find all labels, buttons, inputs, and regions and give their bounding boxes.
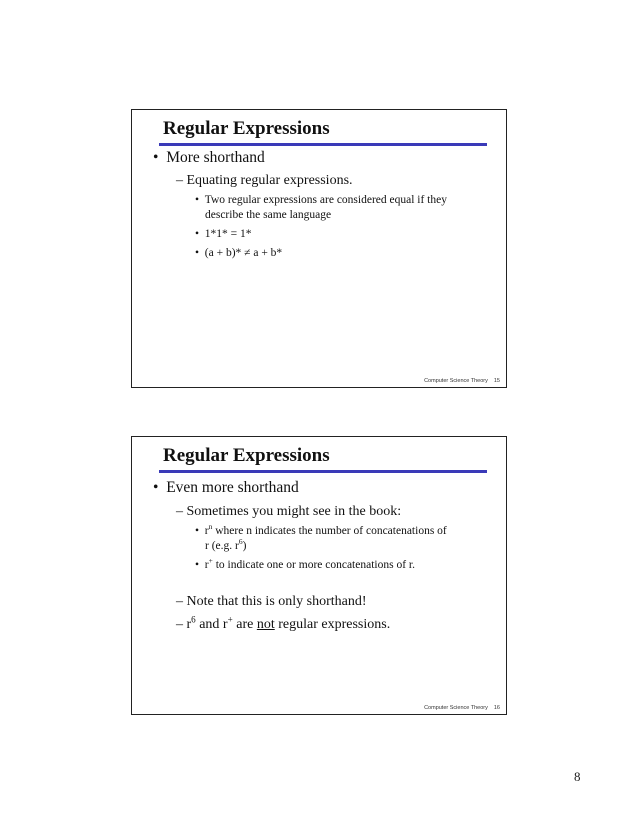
bullet-level-1: • Even more shorthand [153, 479, 299, 496]
slide-16 [131, 436, 507, 715]
slide-footer: Computer Science Theory 15 [424, 378, 500, 384]
bullet-dot: • [195, 559, 205, 571]
bullet-dot: • [195, 194, 205, 206]
slide-number: 16 [493, 705, 500, 711]
bullet-dot: • [153, 149, 167, 166]
bullet-dot: • [195, 247, 205, 259]
bullet-dot: • [195, 525, 205, 537]
page-number: 8 [574, 769, 581, 784]
dash-marker: – [176, 173, 187, 188]
bullet-level-2: – $r^6$ and r+ are not regular expressions. [176, 614, 391, 632]
bullet-continuation: describe the same language [205, 209, 332, 221]
bullet-level-2: – Note that this is only shorthand! [176, 594, 367, 609]
title-underline [159, 470, 487, 473]
bullet-level-2: – Equating regular expressions. [176, 173, 353, 188]
slide-title: Regular Expressions [163, 118, 330, 139]
dash-marker: – [176, 504, 187, 519]
bullet-level-3: • $r^n$ where n indicates the number of concatenations of [195, 522, 447, 537]
dash-marker: – [176, 594, 187, 609]
bullet-dot: • [153, 479, 167, 496]
bullet-level-3: • (a + b)* ≠ a + b* [195, 247, 283, 259]
bullet-level-3: • Two regular expressions are considered equal if they [195, 194, 447, 206]
bullet-level-3: • r+ to indicate one or more concatenations of r. [195, 556, 415, 571]
dash-marker: – [176, 617, 187, 632]
title-underline [159, 143, 487, 146]
slide-title: Regular Expressions [163, 445, 330, 466]
bullet-continuation: r (e.g. $r^6$) [205, 537, 247, 552]
slide-number: 15 [493, 378, 500, 384]
bullet-level-2: – Sometimes you might see in the book: [176, 504, 402, 519]
slide-15 [131, 109, 507, 388]
bullet-level-1: • More shorthand [153, 149, 265, 166]
slide-footer: Computer Science Theory 16 [424, 705, 500, 711]
bullet-level-3: • 1*1* = 1* [195, 228, 252, 240]
underlined-not: not [256, 617, 275, 632]
bullet-dot: • [195, 228, 205, 240]
